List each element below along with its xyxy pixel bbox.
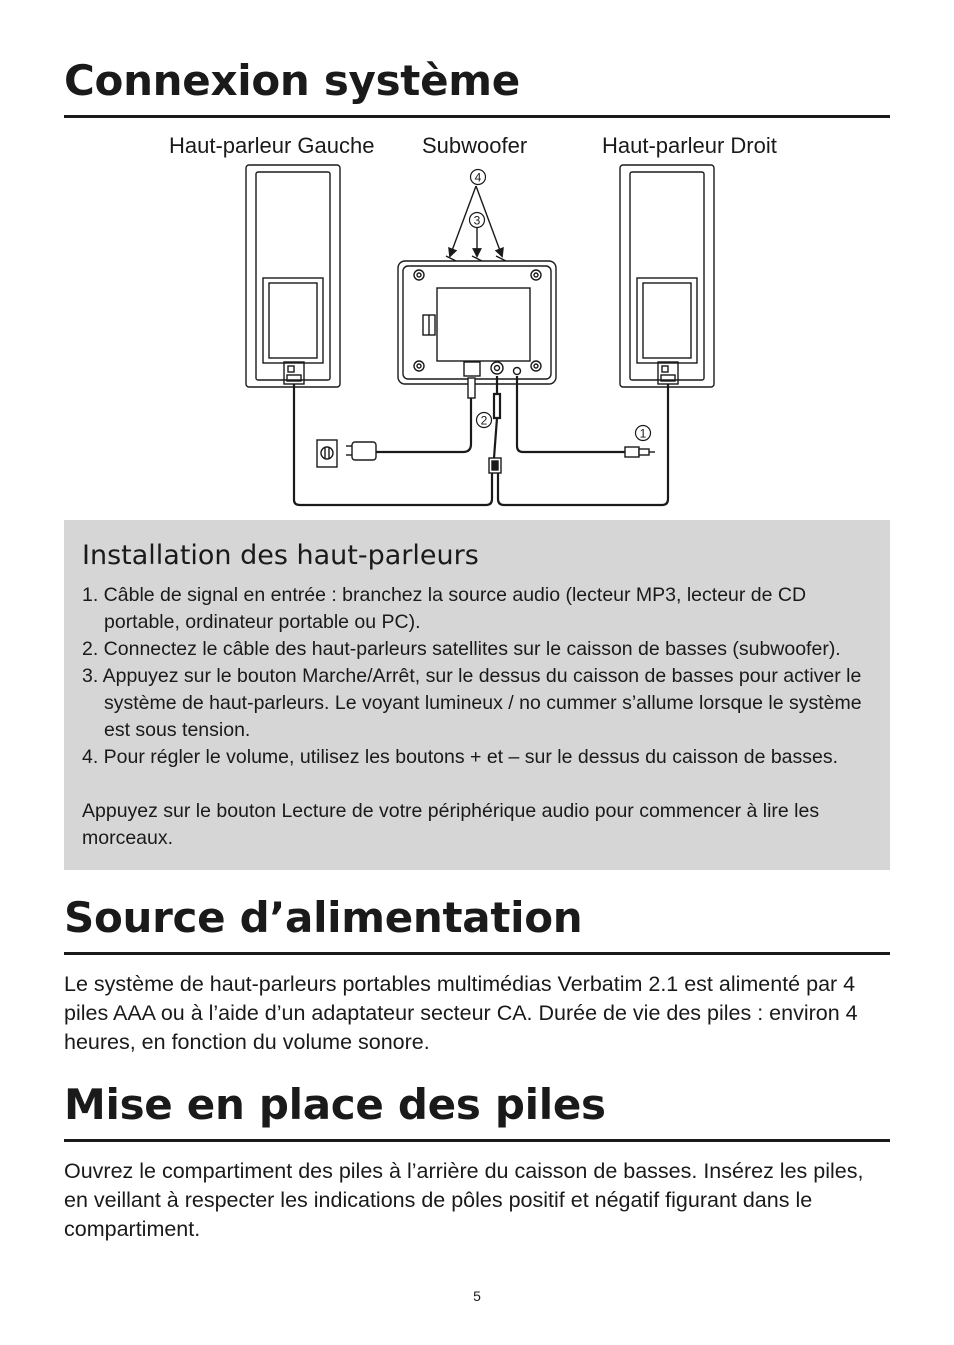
callout-2: [477, 413, 492, 428]
page-number: 5: [473, 1288, 481, 1304]
label-left-speaker: Haut-parleur Gauche: [169, 133, 375, 158]
power-outlet: [317, 440, 337, 467]
installation-title: Installation des haut-parleurs: [82, 540, 479, 571]
callout-4: [471, 170, 486, 185]
title-rule: [64, 1139, 890, 1142]
alimentation-text: Le système de haut-parleurs portables multimédias Verbatim 2.1 est alimenté par 4 piles AAA ou à l’aide d’un adaptateur secteur CA. Durée de vie des piles : environ 4 heures, en fonction du volume sonore.: [64, 972, 858, 1054]
callout-1: [636, 426, 651, 441]
callout-3: [470, 213, 485, 228]
svg-text:2: 2: [480, 413, 488, 428]
left-speaker: [246, 165, 340, 387]
step-item: 3. Appuyez sur le bouton Marche/Arrêt, sur le dessus du caisson de basses pour activer le système de haut-parleurs. Le voyant lumineux / no cummer s’allume lorsque le système est sous tension.: [82, 665, 862, 741]
label-right-speaker: Haut-parleur Droit: [602, 133, 777, 158]
section-title-piles: Mise en place des piles: [64, 1080, 606, 1129]
power-adapter: [346, 442, 376, 460]
section-title-connexion: Connexion système: [64, 56, 520, 105]
step-item: 4. Pour régler le volume, utilisez les boutons + et – sur le dessus du caisson de basses.: [82, 746, 839, 768]
svg-text:3: 3: [473, 213, 481, 228]
svg-text:4: 4: [474, 170, 482, 185]
installation-note: Appuyez sur le bouton Lecture de votre périphérique audio pour commencer à lire les morceaux.: [82, 800, 820, 849]
cables: [294, 376, 668, 505]
svg-text:1: 1: [639, 426, 647, 441]
step-item: 2. Connectez le câble des haut-parleurs satellites sur le caisson de basses (subwoofer).: [82, 638, 841, 660]
connection-diagram: [160, 128, 820, 513]
right-speaker: [620, 165, 714, 387]
piles-text: Ouvrez le compartiment des piles à l’arrière du caisson de basses. Insérez les piles, en veillant à respecter les indications de pôles positif et négatif figurant dans le compartiment.: [64, 1159, 864, 1241]
top-buttons: [446, 256, 506, 261]
installation-box: [64, 520, 890, 870]
step-item: 1. Câble de signal en entrée : branchez la source audio (lecteur MP3, lecteur de CD portable, ordinateur portable ou PC).: [82, 584, 807, 633]
title-rule: [64, 115, 890, 118]
label-subwoofer: Subwoofer: [422, 133, 528, 158]
section-title-alimentation: Source d’alimentation: [64, 893, 583, 942]
subwoofer-unit: [398, 261, 556, 384]
title-rule: [64, 952, 890, 955]
installation-steps: [82, 582, 884, 771]
